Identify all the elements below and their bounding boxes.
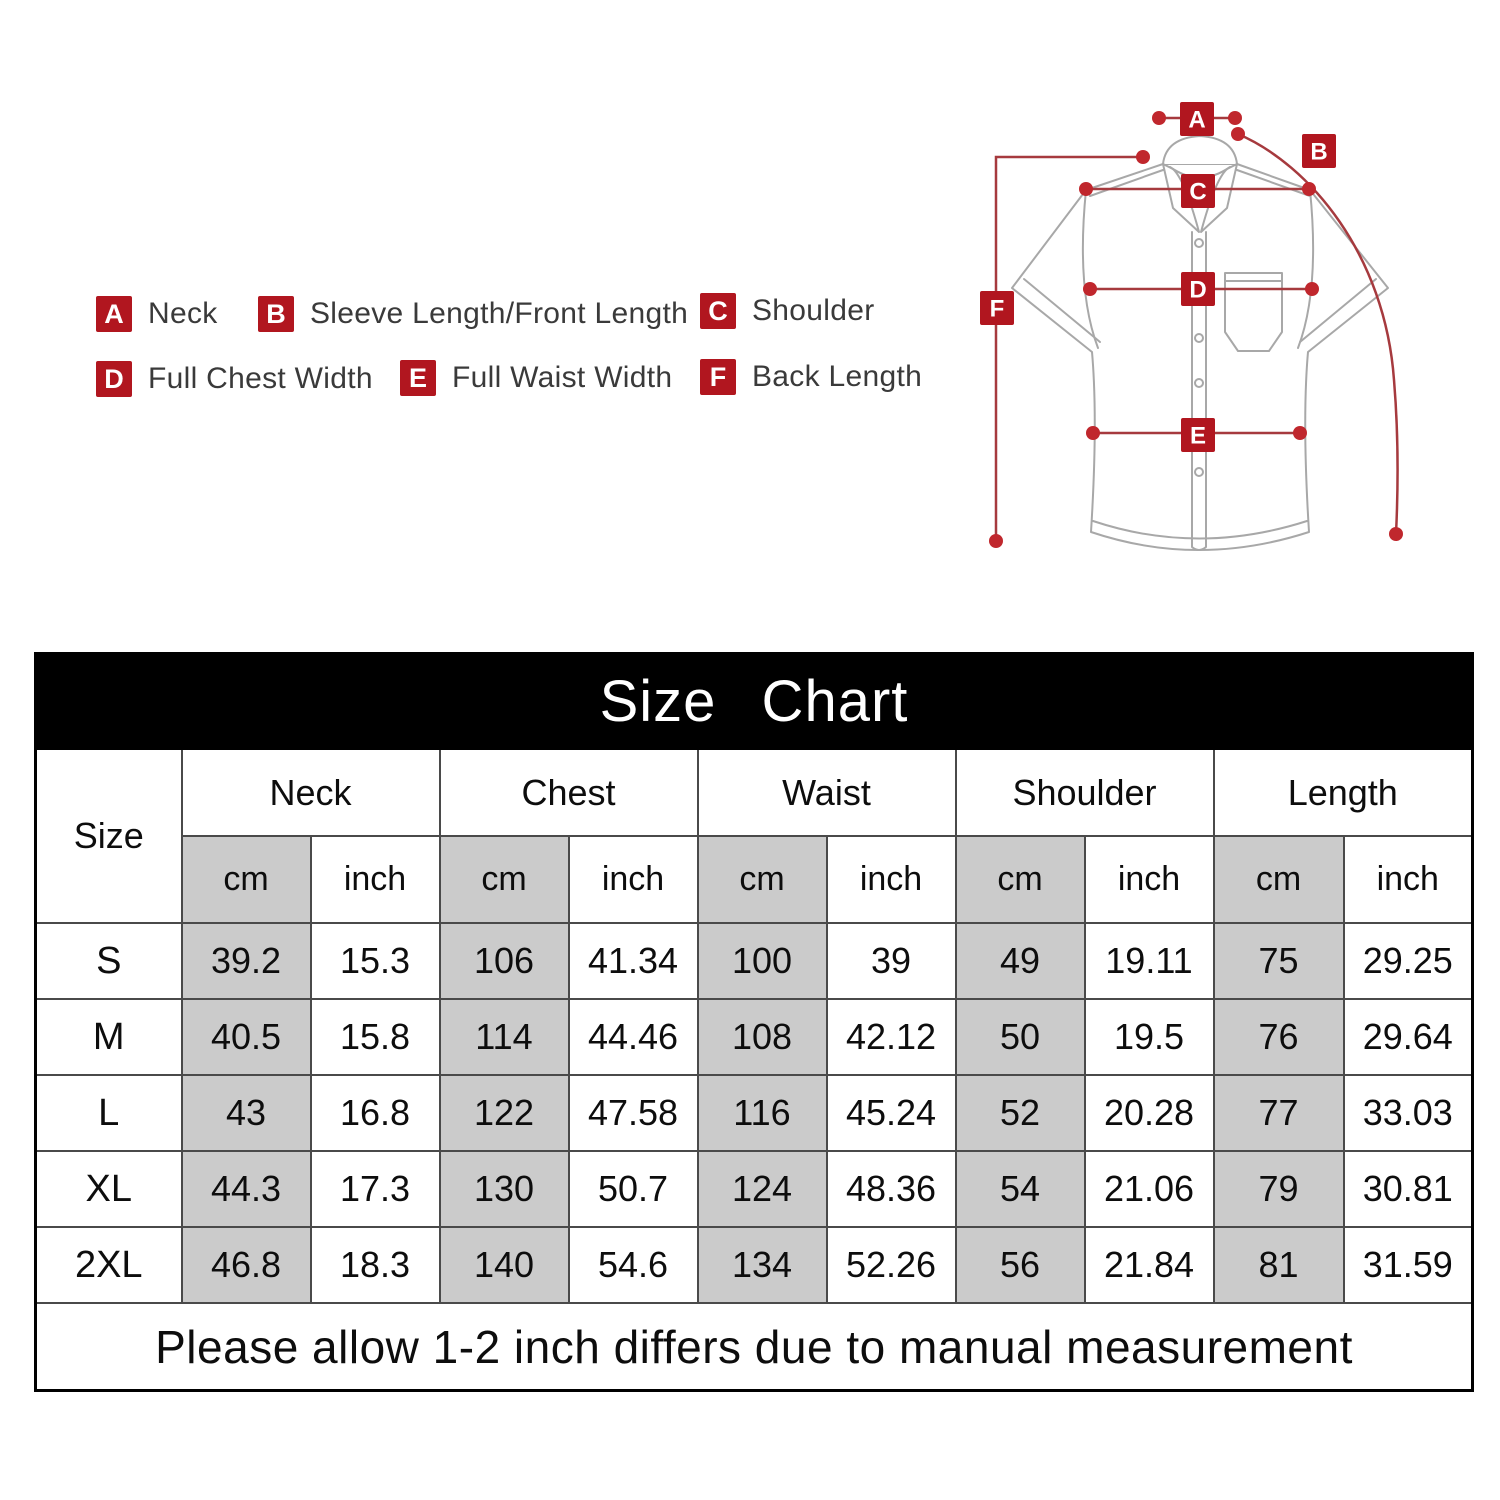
measurement-cell: 54 bbox=[956, 1151, 1085, 1227]
unit-header-inch: inch bbox=[827, 836, 956, 923]
table-unit-header-row bbox=[36, 836, 1473, 923]
legend-item-waist-width bbox=[400, 360, 672, 396]
measurement-cell: 39.2 bbox=[182, 923, 311, 999]
measurement-cell: 81 bbox=[1214, 1227, 1344, 1303]
size-row-label: M bbox=[36, 999, 182, 1075]
table-title: Size Chart bbox=[36, 654, 1473, 750]
measurement-cell: 106 bbox=[440, 923, 569, 999]
measurement-cell: 19.11 bbox=[1085, 923, 1214, 999]
measurement-cell: 40.5 bbox=[182, 999, 311, 1075]
size-chart-table bbox=[34, 652, 1474, 1392]
size-column-header: Size bbox=[36, 749, 182, 923]
measurement-cell: 44.3 bbox=[182, 1151, 311, 1227]
measurement-cell: 108 bbox=[698, 999, 827, 1075]
measurement-cell: 56 bbox=[956, 1227, 1085, 1303]
size-table-body bbox=[36, 923, 1473, 1303]
legend-label: Full Chest Width bbox=[148, 362, 373, 395]
marker-d-label: D bbox=[1189, 276, 1207, 304]
legend-key-badge: E bbox=[400, 360, 436, 396]
legend-label: Shoulder bbox=[752, 294, 875, 327]
measurement-note: Please allow 1-2 inch differs due to manual measurement bbox=[36, 1303, 1473, 1391]
measurement-cell: 52 bbox=[956, 1075, 1085, 1151]
unit-header-cm: cm bbox=[1214, 836, 1344, 923]
measurement-cell: 47.58 bbox=[569, 1075, 698, 1151]
table-row bbox=[36, 1227, 1473, 1303]
measurement-cell: 100 bbox=[698, 923, 827, 999]
legend-label: Sleeve Length/Front Length bbox=[310, 297, 689, 330]
legend-label: Full Waist Width bbox=[452, 361, 673, 394]
measurement-cell: 19.5 bbox=[1085, 999, 1214, 1075]
unit-header-inch: inch bbox=[569, 836, 698, 923]
shirt-measurement-diagram bbox=[980, 80, 1440, 640]
marker-c-label: C bbox=[1189, 178, 1207, 206]
measurement-cell: 18.3 bbox=[311, 1227, 440, 1303]
legend-label: Neck bbox=[148, 297, 218, 330]
measurement-cell: 140 bbox=[440, 1227, 569, 1303]
measurement-cell: 16.8 bbox=[311, 1075, 440, 1151]
unit-header-inch: inch bbox=[1344, 836, 1473, 923]
measurement-cell: 33.03 bbox=[1344, 1075, 1473, 1151]
measurement-cell: 30.81 bbox=[1344, 1151, 1473, 1227]
unit-header-cm: cm bbox=[440, 836, 569, 923]
legend-key-badge: D bbox=[96, 361, 132, 397]
measurement-cell: 21.06 bbox=[1085, 1151, 1214, 1227]
unit-header-inch: inch bbox=[1085, 836, 1214, 923]
measurement-cell: 29.64 bbox=[1344, 999, 1473, 1075]
group-header-shoulder: Shoulder bbox=[956, 749, 1214, 836]
size-row-label: 2XL bbox=[36, 1227, 182, 1303]
size-row-label: XL bbox=[36, 1151, 182, 1227]
measurement-cell: 15.3 bbox=[311, 923, 440, 999]
unit-header-cm: cm bbox=[698, 836, 827, 923]
table-row bbox=[36, 923, 1473, 999]
size-row-label: L bbox=[36, 1075, 182, 1151]
measurement-cell: 79 bbox=[1214, 1151, 1344, 1227]
legend-key-badge: C bbox=[700, 293, 736, 329]
measurement-cell: 45.24 bbox=[827, 1075, 956, 1151]
measurement-cell: 75 bbox=[1214, 923, 1344, 999]
group-header-neck: Neck bbox=[182, 749, 440, 836]
measurement-cell: 42.12 bbox=[827, 999, 956, 1075]
unit-header-inch: inch bbox=[311, 836, 440, 923]
measurement-cell: 50.7 bbox=[569, 1151, 698, 1227]
table-group-header-row bbox=[36, 749, 1473, 836]
measurement-cell: 39 bbox=[827, 923, 956, 999]
table-note-row bbox=[36, 1303, 1473, 1391]
marker-a-label: A bbox=[1188, 106, 1206, 134]
measurement-cell: 124 bbox=[698, 1151, 827, 1227]
measurement-cell: 50 bbox=[956, 999, 1085, 1075]
unit-header-cm: cm bbox=[182, 836, 311, 923]
table-row bbox=[36, 1151, 1473, 1227]
legend-key-badge: B bbox=[258, 296, 294, 332]
measurement-cell: 49 bbox=[956, 923, 1085, 999]
measurement-cell: 52.26 bbox=[827, 1227, 956, 1303]
measurement-cell: 46.8 bbox=[182, 1227, 311, 1303]
measurement-cell: 54.6 bbox=[569, 1227, 698, 1303]
measurement-cell: 134 bbox=[698, 1227, 827, 1303]
group-header-length: Length bbox=[1214, 749, 1473, 836]
measurement-cell: 15.8 bbox=[311, 999, 440, 1075]
chest-pocket bbox=[1225, 273, 1282, 351]
measurement-cell: 31.59 bbox=[1344, 1227, 1473, 1303]
legend-item-sleeve-length bbox=[258, 296, 688, 332]
measurement-cell: 44.46 bbox=[569, 999, 698, 1075]
table-row bbox=[36, 999, 1473, 1075]
measurement-cell: 130 bbox=[440, 1151, 569, 1227]
measurement-cell: 116 bbox=[698, 1075, 827, 1151]
marker-f-label: F bbox=[989, 295, 1005, 323]
measurement-cell: 43 bbox=[182, 1075, 311, 1151]
measurement-cell: 76 bbox=[1214, 999, 1344, 1075]
measurement-cell: 17.3 bbox=[311, 1151, 440, 1227]
measurement-cell: 41.34 bbox=[569, 923, 698, 999]
measurement-cell: 48.36 bbox=[827, 1151, 956, 1227]
table-title-row bbox=[36, 654, 1473, 750]
marker-b-label: B bbox=[1310, 138, 1328, 166]
legend-key-badge: A bbox=[96, 296, 132, 332]
measurement-cell: 29.25 bbox=[1344, 923, 1473, 999]
legend-item-shoulder bbox=[700, 293, 875, 329]
measurement-cell: 77 bbox=[1214, 1075, 1344, 1151]
group-header-waist: Waist bbox=[698, 749, 956, 836]
unit-header-cm: cm bbox=[956, 836, 1085, 923]
legend-item-back-length bbox=[700, 359, 922, 395]
measurement-cell: 114 bbox=[440, 999, 569, 1075]
measurement-cell: 21.84 bbox=[1085, 1227, 1214, 1303]
marker-e-label: E bbox=[1189, 422, 1207, 450]
size-row-label: S bbox=[36, 923, 182, 999]
measurement-cell: 122 bbox=[440, 1075, 569, 1151]
group-header-chest: Chest bbox=[440, 749, 698, 836]
measurement-cell: 20.28 bbox=[1085, 1075, 1214, 1151]
legend-item-chest-width bbox=[96, 361, 373, 397]
table-row bbox=[36, 1075, 1473, 1151]
legend-label: Back Length bbox=[752, 360, 923, 393]
legend-item-neck bbox=[96, 296, 218, 332]
legend-key-badge: F bbox=[700, 359, 736, 395]
